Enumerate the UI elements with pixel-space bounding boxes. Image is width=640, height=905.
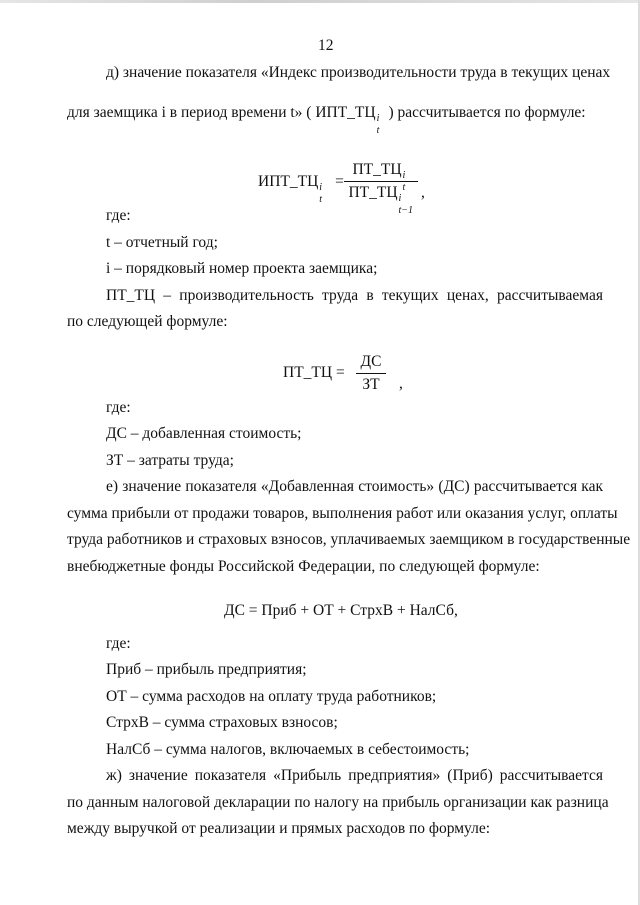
formula2-numerator: ДС (360, 353, 382, 370)
formula1-num-sup: i (402, 170, 406, 181)
sec-e-line4: внебюджетные фонды Российской Федерации, по следующей формуле: (67, 558, 540, 575)
sec-e-line2: сумма прибыли от продажи товаров, выполнения работ или оказания услуг, оплаты (67, 505, 618, 522)
formula1-comma: , (421, 184, 425, 201)
where2-label: где: (106, 399, 131, 416)
def-ot: ОТ – сумма расходов на оплату труда работников; (106, 688, 437, 705)
def-pt-line1: ПТ_ТЦ – производительность труда в текущих ценах, рассчитываемая (106, 287, 603, 304)
formula2-bar (356, 373, 386, 374)
formula2-fraction (356, 352, 386, 395)
sec-zh-line1: ж) значение показателя «Прибыль предприятия» (Приб) рассчитывается (106, 767, 603, 784)
def-prib: Приб – прибыль предприятия; (106, 661, 307, 678)
sec-zh-line3: между выручкой от реализации и прямых расходов по формуле: (67, 820, 491, 837)
formula1-numerator (344, 160, 418, 193)
formula1-num-sub: t (402, 182, 406, 193)
formula1-bar (344, 181, 418, 182)
formula1-lhs (258, 172, 344, 205)
sec-d-line1: д) значение показателя «Индекс производительности труда в текущих ценах (106, 64, 611, 81)
sec-d-line2-post: ) рассчитывается по формуле: (384, 104, 586, 121)
formula1-fraction (344, 160, 418, 216)
formula3: ДС = Приб + ОТ + СтрхВ + НалСб, (224, 602, 458, 619)
def-pt-line2: по следующей формуле: (67, 313, 228, 330)
formula2-lhs: ПТ_ТЦ = (283, 364, 345, 381)
def-ds: ДС – добавленная стоимость; (106, 425, 302, 442)
sec-d-line2-pre: для заемщика i в период времени t» ( ИПТ_ТЦ (67, 104, 376, 121)
inline-index-sub: t (376, 125, 380, 136)
formula2-denominator: ЗТ (362, 376, 380, 393)
formula1-num-text: ПТ_ТЦ (352, 161, 402, 178)
sec-zh-line2: по данным налоговой декларации по налогу на прибыль организации как разница (67, 794, 609, 811)
formula1-lhs-text: ИПТ_ТЦ (258, 173, 319, 190)
def-nalsb: НалСб – сумма налогов, включаемых в себестоимость; (106, 741, 470, 758)
sec-d-line2 (67, 103, 586, 136)
sec-e-line3: труда работников и страховых взносов, уплачиваемых заемщиком в государственные (67, 531, 631, 548)
formula1-denominator (344, 183, 418, 216)
scan-edge-top (0, 0, 640, 3)
sec-e-line1: е) значение показателя «Добавленная стоимость» (ДС) рассчитывается как (106, 478, 603, 495)
formula1-eq: = (335, 173, 344, 190)
where1-label: где: (106, 207, 131, 224)
def-strhv: СтрхВ – сумма страховых взносов; (106, 714, 338, 731)
formula1-den-sub: t−1 (398, 205, 414, 216)
inline-index-sup: i (376, 113, 380, 124)
formula1-den-sup: i (398, 193, 402, 204)
def-zt: ЗТ – затраты труда; (106, 452, 234, 469)
formula1-den-text: ПТ_ТЦ (348, 184, 398, 201)
page-number: 12 (318, 37, 334, 54)
formula1-lhs-sub: t (319, 194, 323, 205)
def-t: t – отчетный год; (106, 234, 218, 251)
formula2-comma: , (399, 375, 403, 392)
where3-label: где: (106, 635, 131, 652)
formula1-lhs-sup: i (319, 182, 323, 193)
def-i: i – порядковый номер проекта заемщика; (106, 260, 378, 277)
